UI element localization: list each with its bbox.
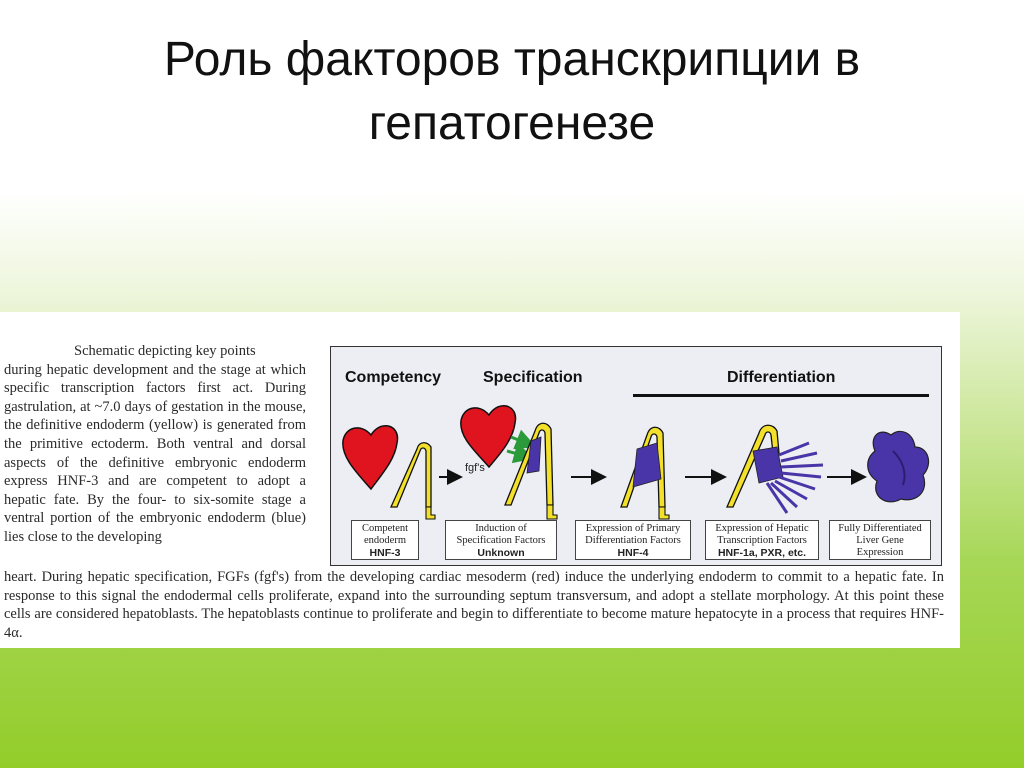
- caption-lead: Schematic depicting key points: [74, 343, 256, 359]
- differentiation-bar: [633, 394, 929, 397]
- header-competency: Competency: [345, 369, 442, 386]
- endoderm-foot-2: [547, 505, 557, 519]
- stage-2-line1: Induction of: [475, 523, 527, 534]
- stage-4-factor: HNF-1a, PXR, etc.: [717, 547, 807, 559]
- stage-1-line2: endoderm: [364, 535, 406, 546]
- title-line-2: гепатогенезе: [368, 97, 656, 150]
- stage-label-liver: [829, 520, 931, 560]
- stage-4-line1: Expression of Hepatic: [715, 523, 809, 534]
- stage-5-line2: Liver Gene: [856, 535, 904, 546]
- hepatic-bud-2: [527, 437, 541, 473]
- stage-label-specification: [445, 520, 557, 560]
- header-specification: Specification: [483, 369, 583, 386]
- caption-left: [4, 342, 306, 547]
- fgf-arrow-1: [511, 437, 531, 445]
- liver-shape: [868, 431, 929, 501]
- slide-title: [0, 28, 1024, 156]
- stage-1-line1: Competent: [361, 523, 409, 534]
- endoderm-tube-1: [391, 443, 431, 507]
- stage-5-line3: Expression: [856, 547, 904, 558]
- stage-3-line2: Differentiation Factors: [585, 535, 681, 546]
- diagram: [330, 346, 942, 566]
- stage-label-hepatic-tf: [705, 520, 819, 560]
- endoderm-foot-1: [426, 507, 435, 519]
- stage-4-line2: Transcription Factors: [717, 535, 807, 546]
- endoderm-foot-3: [659, 507, 669, 519]
- stage-2-line2: Specification Factors: [456, 535, 546, 546]
- caption-bottom: heart. During hepatic specification, FGFs (fgf's) from the developing cardiac mesoderm (red) induce the underlying endoderm to commit to a hepatic fate. In response to this signal the endodermal cells proliferate, expand into the surrounding septum transversum, and adopt a stellate morphology. At this point these cells are considered hepatoblasts. The hepatoblasts continue to proliferate and begin to differentiate to become mature hepatocyte in a process that requires HNF-4α.: [4, 569, 944, 641]
- fgf-label: fgf's: [465, 462, 485, 474]
- stage-2-factor: Unknown: [477, 547, 525, 559]
- heart-shape-2: [461, 406, 516, 467]
- stage-3-factor: HNF-4: [617, 547, 649, 559]
- caption-left-text: during hepatic development and the stage at which specific transcription factors first act. During gastrulation, at ~7.0 days of gestation in the mouse, the definitive endoderm (yellow) is generated from the primitive ectoderm. Both ventral and dorsal aspects of the definitive embryonic endoderm express HNF-3 and are competent to adopt a hepatic fate. By the four- to six-somite stage a ventral portion of the embryonic endoderm (blue) lies close to the developing: [4, 361, 306, 545]
- stage-3-line1: Expression of Primary: [585, 523, 681, 534]
- title-line-1: Роль факторов транскрипции в: [163, 33, 861, 86]
- stage-1-factor: HNF-3: [369, 547, 401, 559]
- figure-panel: [0, 312, 960, 648]
- stage-label-primary-diff: [575, 520, 691, 560]
- heart-shape-1: [343, 426, 398, 489]
- stage-5-line1: Fully Differentiated: [838, 523, 922, 534]
- stage-label-competent: [351, 520, 419, 560]
- hepatic-bud-3: [633, 443, 661, 487]
- header-differentiation: Differentiation: [727, 369, 836, 386]
